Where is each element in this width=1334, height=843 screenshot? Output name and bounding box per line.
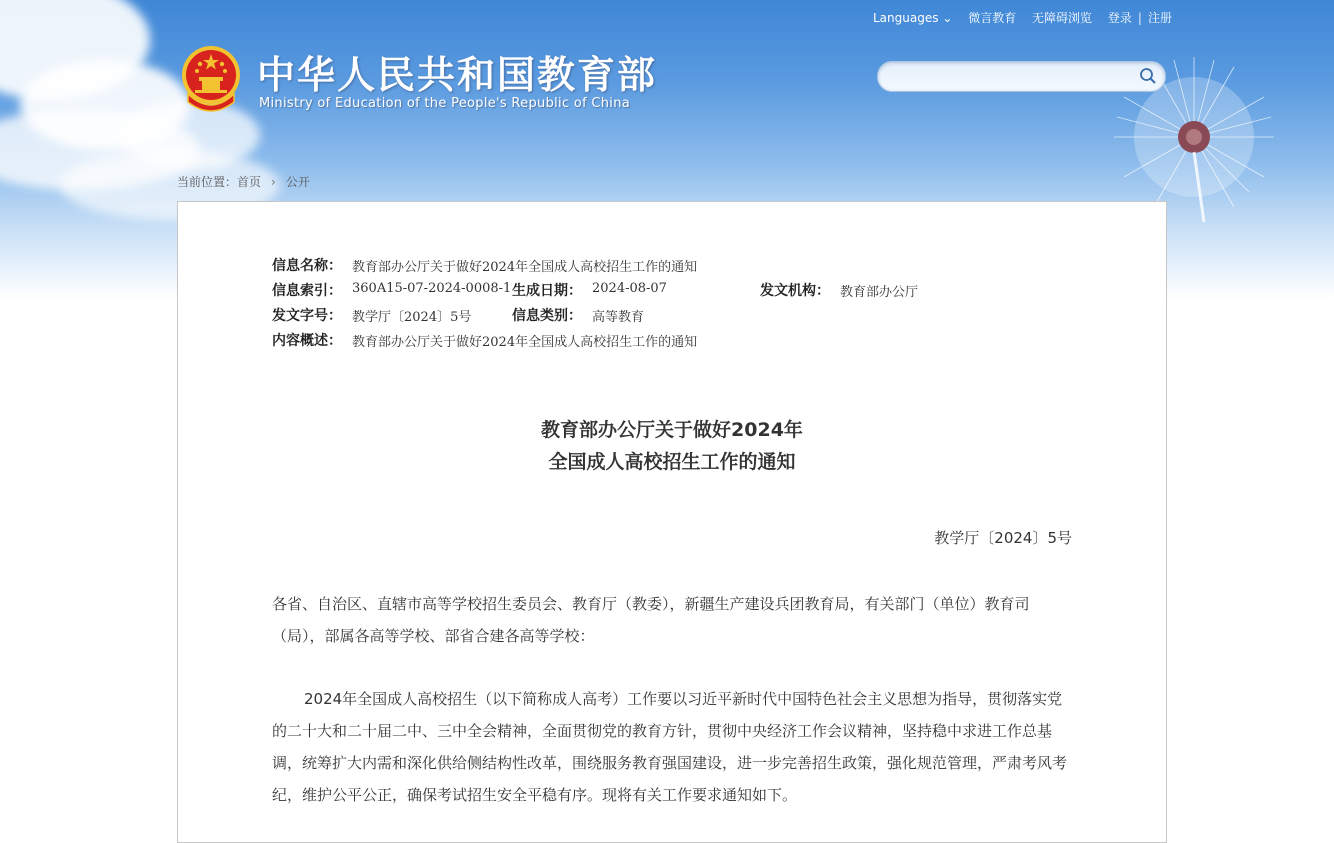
top-links [873, 9, 1172, 26]
document-number: 教学厅〔2024〕5号 [934, 529, 1072, 547]
meta-category-value: 高等教育 [592, 310, 645, 325]
meta-row-index [272, 280, 1072, 305]
meta-summary-value: 教育部办公厅关于做好2024年全国成人高校招生工作的通知 [352, 335, 698, 350]
link-separator: | [1137, 11, 1142, 25]
site-title[interactable]: 中华人民共和国教育部 [257, 53, 658, 97]
weiyan-link[interactable]: 微言教育 [968, 11, 1017, 25]
meta-date-value: 2024-08-07 [592, 281, 667, 296]
meta-docno-value: 教学厅〔2024〕5号 [352, 310, 472, 325]
meta-issuer-label: 发文机构： [760, 283, 830, 299]
languages-dropdown[interactable] [873, 11, 952, 25]
document-title-line2: 全国成人高校招生工作的通知 [548, 451, 796, 473]
document-title-line1: 教育部办公厅关于做好2024年 [541, 419, 803, 441]
meta-index-label: 信息索引： [272, 283, 342, 299]
search-icon[interactable] [1139, 67, 1157, 85]
meta-summary-label: 内容概述： [272, 333, 342, 349]
meta-issuer-value: 教育部办公厅 [840, 285, 919, 300]
content-panel [177, 201, 1167, 843]
document-salutation: 各省、自治区、直辖市高等学校招生委员会、教育厅（教委），新疆生产建设兵团教育局，有关部门（单位）教育司（局），部属各高等学校、部省合建各高等学校： [272, 595, 1030, 645]
meta-row-summary [272, 330, 1072, 355]
register-link[interactable]: 注册 [1147, 11, 1172, 25]
breadcrumb-home-link[interactable]: 首页 [237, 175, 262, 189]
meta-name-label: 信息名称： [272, 258, 342, 274]
meta-name-value: 教育部办公厅关于做好2024年全国成人高校招生工作的通知 [352, 260, 698, 275]
meta-category-label: 信息类别： [512, 308, 582, 324]
meta-row-docno [272, 305, 1072, 330]
breadcrumb-label: 当前位置： [177, 175, 238, 189]
site-subtitle: Ministry of Education of the People's Republic of China [259, 96, 631, 111]
search-input[interactable] [892, 66, 1126, 88]
meta-docno-label: 发文字号： [272, 308, 342, 324]
chevron-down-icon: ⌄ [942, 11, 953, 25]
search-box [877, 61, 1166, 92]
breadcrumb-current-link[interactable]: 公开 [285, 175, 310, 189]
meta-row-name [272, 255, 1072, 280]
meta-index-value: 360A15-07-2024-0008-1 [352, 281, 512, 296]
meta-date-label: 生成日期： [512, 283, 582, 299]
chevron-right-icon: › [271, 175, 276, 189]
national-emblem-icon[interactable] [180, 44, 242, 112]
document-paragraph-1: 2024年全国成人高校招生（以下简称成人高考）工作要以习近平新时代中国特色社会主义思想为指导，贯彻落实党的二十大和二十届二中、三中全会精神，全面贯彻党的教育方针，贯彻中央经济工作会议精神，坚持稳中求进工作总基调，统筹扩大内需和深化供给侧结构性改革，围绕服务教育强国建设，进一步完善招生政策，强化规范管理，严肃考风考纪，维护公平公正，确保考试招生安全平稳有序。现将有关工作要求通知如下。 [272, 690, 1068, 804]
accessible-browse-link[interactable]: 无障碍浏览 [1032, 11, 1093, 25]
breadcrumb [177, 173, 310, 190]
info-metadata [272, 255, 1072, 355]
languages-label: Languages [873, 11, 939, 25]
login-link[interactable]: 登录 [1107, 11, 1132, 25]
